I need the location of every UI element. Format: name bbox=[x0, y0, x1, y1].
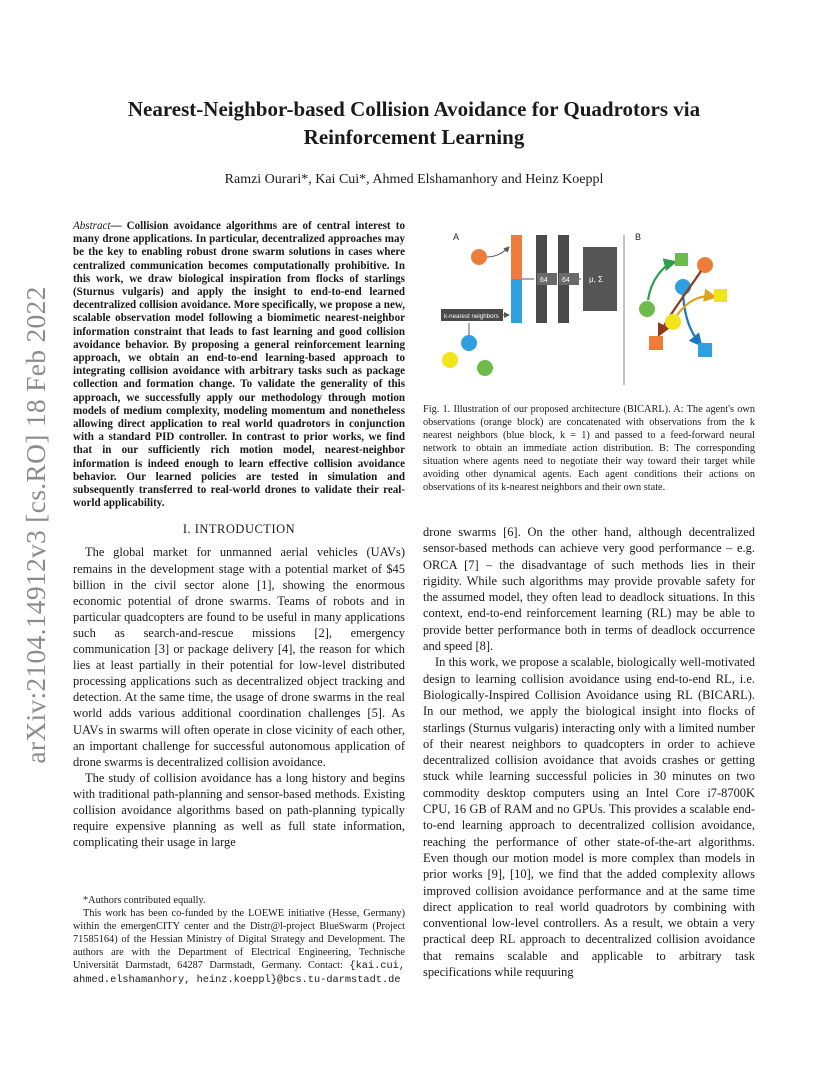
intro-paragraph-1: The global market for unmanned aerial vehicles (UAVs) remains in the development stage with a potential market of $45 billion in the civil sector alone [1], showing the enormous economic potential of drone swarms. Teams of robots and in particular quadcopters are found to be useful in many applications such as search-and-rescue missions [2], emergency communication [3] or package delivery [4], the reason for which lies at least partially in their potential for low-level distributed processing applications such as decentralized object tracking and detection. At the same time, the usage of drone swarms in the real world adds various additional coordination challenges [5]. As UAVs in swarms will often operate in close vicinity of each other, an important challenge for successful autonomous application of drone swarms is decentralized collision avoidance. bbox=[73, 545, 405, 769]
neighbor-agent-blue bbox=[461, 335, 477, 351]
section-heading-introduction: I. INTRODUCTION bbox=[182, 522, 296, 537]
abstract bbox=[73, 220, 405, 510]
intro-paragraph-2: The study of collision avoidance has a long history and begins with traditional path-planning and sensor-based methods. Existing collision avoidance algorithms based on path-planning typically require expensive planning as well as full state information, complicating their usage in large bbox=[73, 770, 405, 850]
output-distribution: μ, Σ bbox=[589, 275, 603, 284]
b-target-blue bbox=[698, 343, 712, 357]
right-paragraph-1: drone swarms [6]. On the other hand, although decentralized sensor-based methods can achieve very good performance – e.g. ORCA [7] – the disadvantage of such methods lies in their rigidity. While such algorithms may provide provable safety for the assumed model, they often lead to deadlock situations. In this context, end-to-end reinforcement learning (RL) may be able to provide better performance both in terms of deadlock occurrence and speed [8]. bbox=[423, 525, 755, 654]
footnote-emails: {kai.cui, ahmed.elshamanhory, heinz.koeppl}@bcs.tu-darmstadt.de bbox=[73, 960, 406, 986]
footnote bbox=[73, 894, 405, 987]
right-column bbox=[423, 524, 755, 980]
own-agent-orange bbox=[471, 249, 487, 265]
own-observation-block bbox=[511, 235, 522, 279]
footnote-authors-note: *Authors contributed equally. bbox=[83, 895, 206, 906]
path-blue bbox=[683, 295, 701, 345]
path-green bbox=[648, 262, 675, 300]
left-column bbox=[73, 220, 405, 850]
paper-authors: Ramzi Ourari*, Kai Cui*, Ahmed Elshamanhory and Heinz Koeppl bbox=[224, 172, 604, 187]
neighbor-observation-block bbox=[511, 279, 522, 323]
b-agent-yellow bbox=[665, 314, 681, 330]
figure-1-caption: Fig. 1. Illustration of our proposed architecture (BICARL). A: The agent's own observations (orange block) are concatenated with observations from the k nearest neighbors (blue block, k = 1) and passed to a feed-forward neural network to obtain an immediate action distribution. B: The corresponding situation where agents need to negotiate their way toward their target while avoiding other dynamical agents. Each agent conditions their actions on observations of its k-nearest neighbors and their own state. bbox=[423, 404, 755, 493]
b-target-green bbox=[675, 253, 688, 266]
arxiv-id: arXiv:2104.14912v3 [cs.RO] 18 Feb 2022 bbox=[20, 286, 51, 764]
panel-b-label: B bbox=[635, 232, 642, 242]
arrow-own-obs bbox=[487, 247, 509, 257]
b-agent-orange bbox=[697, 257, 713, 273]
layer1-size: 64 bbox=[540, 277, 548, 284]
agent-yellow bbox=[442, 352, 458, 368]
knn-label: k-nearest neighbors bbox=[444, 313, 499, 320]
footnote-funding bbox=[73, 907, 405, 987]
paper-title: Nearest-Neighbor-based Collision Avoidance for Quadrotors via Reinforcement Learning bbox=[127, 97, 701, 149]
agent-green bbox=[477, 360, 493, 376]
b-agent-green bbox=[639, 301, 655, 317]
right-paragraph-2: In this work, we propose a scalable, biologically well-motivated design to learning collision avoidance using end-to-end RL, i.e. Biologically-Inspired Collision Avoidance using RL (BICARL). In our method, we apply the biological insight into flocks of starlings (Sturnus vulgaris) interacting only with a limited number of their nearest neighbors to quadcopters in order to achieve decentralized collision avoidance that avoids crashes or getting stuck while learning successful policies in 30 minutes on two commodity desktop computers using an Intel Core i7-8700K CPU, 16 GB of RAM and no GPUs. This provides a scalable end-to-end learning approach to decentralized collision avoidance, reaching the performance of other state-of-the-art algorithms. Even though our motion model is more complex than models in prior works [9], [10], we find that the added complexity allows improved collision avoidance performance and at the same time direct application to real world quadrotors by combining with conventional low-level controllers. As a result, we obtain a very practical deep RL approach to decentralized collision avoidance that remains scalable and applicable to arbitrary task specifications while requuring bbox=[423, 655, 755, 980]
arxiv-side-stamp bbox=[16, 286, 56, 764]
footnote-funding-text: This work has been co-funded by the LOEWE initiative (Hesse, Germany) within the emergenCITY center and the Distr@l-project BlueSwarm (Project 71585164) of the Hessian Ministry of Digital Strategy and Development. The authors are with the Department of Electrical Engineering, Technische Universität Darmstadt, 64287 Darmstadt, Germany. Contact: bbox=[73, 908, 405, 971]
b-target-orange bbox=[649, 336, 663, 350]
b-agent-blue bbox=[675, 279, 691, 295]
layer2-size: 64 bbox=[562, 277, 570, 284]
architecture-illustration bbox=[423, 225, 755, 395]
figure-1 bbox=[423, 225, 755, 395]
abstract-lead: Abstract bbox=[73, 220, 111, 232]
b-target-yellow bbox=[714, 289, 727, 302]
abstract-text: — Collision avoidance algorithms are of central interest to many drone applications. In particular, decentralized approaches may be the key to enabling robust drone swarm solutions in cases where centralized communication becomes computationally prohibitive. In this work, we draw biological inspiration from flocks of starlings (Sturnus vulgaris) and apply the insight to end-to-end learned decentralized collision avoidance. More specifically, we propose a new, scalable observation model following a biomimetic nearest-neighbor information constraint that leads to fast learning and good collision avoidance behavior. By proposing a general reinforcement learning approach, we obtain an end-to-end learning-based approach to integrating collision avoidance with arbitrary tasks such as package collection and formation change. To validate the generality of this approach, we successfully apply our methodology through motion models of medium complexity, modeling momentum and nonetheless allowing direct application to real world quadrotors in conjunction with a standard PID controller. In contrast to prior works, we find that in our sufficiently rich motion model, nearest-neighbor information is indeed enough to learn effective collision avoidance behavior. Our learned policies are tested in simulation and subsequently transferred to real-world drones to validate their real-world applicability. bbox=[73, 220, 405, 510]
panel-a-label: A bbox=[453, 232, 460, 242]
